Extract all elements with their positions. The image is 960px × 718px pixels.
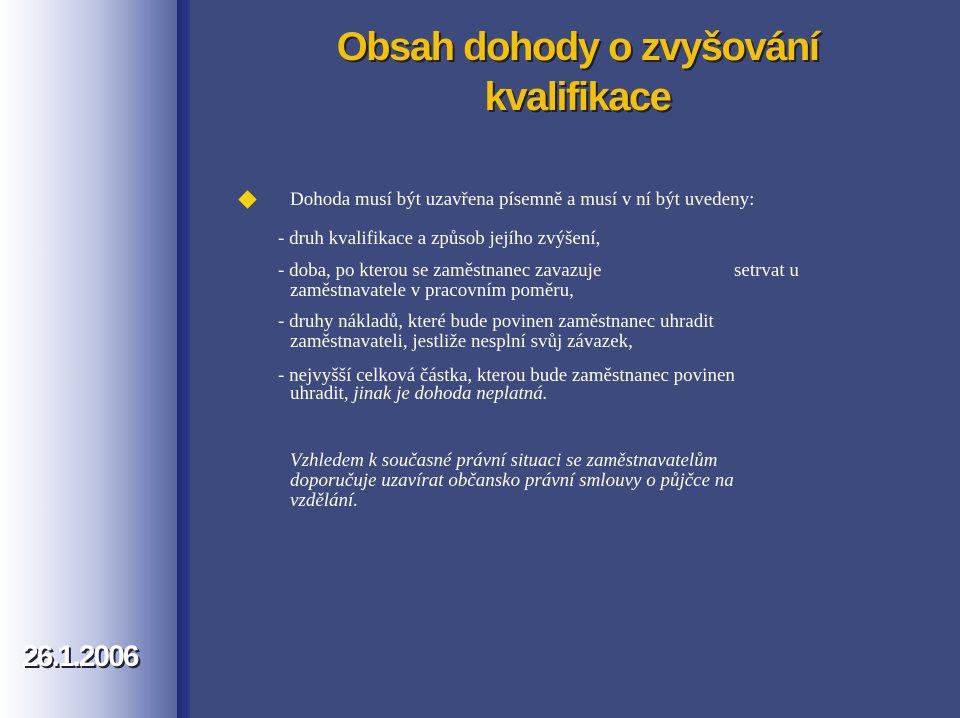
diamond-bullet-icon (238, 190, 256, 208)
slide-title (195, 22, 960, 122)
list-item-4-italic: jinak je dohoda neplatná. (353, 383, 548, 404)
note-line-2: doporučuje uzavírat občansko právní smlouvy o půjčce na (290, 470, 734, 491)
vertical-stripe (177, 0, 190, 718)
title-line-2: kvalifikace (484, 75, 671, 119)
recommendation-note (290, 451, 890, 511)
slide-date: 26.1.2006 (22, 640, 138, 673)
title-line-1: Obsah dohody o zvyšování (336, 25, 819, 69)
list-item-3-line-2: zaměstnavateli, jestliže nesplní svůj závazek, (290, 331, 633, 352)
list-item-2-line-2: zaměstnavatele v pracovním poměru, (290, 280, 574, 301)
list-item-3-line-1: - druhy nákladů, které bude povinen zaměstnanec uhradit (278, 311, 714, 332)
list-item-4-plain: uhradit, (290, 383, 354, 404)
left-gradient-band (0, 0, 190, 718)
list-item-2-line-1-end: setrvat u (734, 260, 799, 281)
note-line-3: vzdělání. (290, 490, 359, 511)
list-item-1: - druh kvalifikace a způsob jejího zvýšení, (278, 228, 601, 249)
intro-text: Dohoda musí být uzavřena písemně a musí v ní být uvedeny: (290, 189, 755, 210)
list-item-2-line-1: - doba, po kterou se zaměstnanec zavazuje (278, 260, 602, 281)
list-item-4-line-2 (290, 384, 548, 404)
list-item-4-line-1: - nejvyšší celková částka, kterou bude zaměstnanec povinen (278, 365, 735, 386)
note-line-1: Vzhledem k současné právní situaci se zaměstnavatelům (290, 450, 718, 471)
